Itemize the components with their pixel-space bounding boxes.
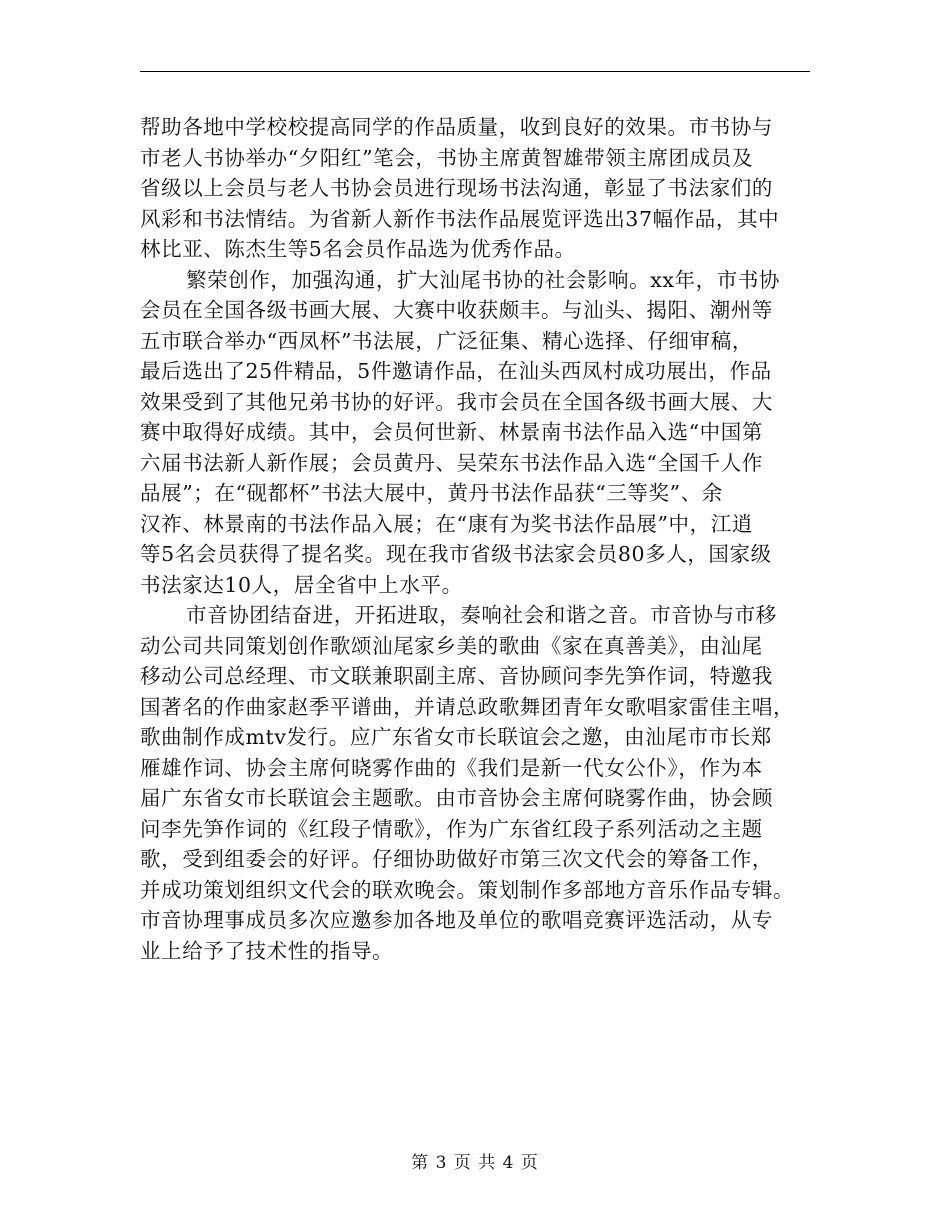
text-line: 歌，受到组委会的好评。仔细协助做好市第三次文代会的筹备工作，: [140, 847, 773, 871]
text-line: 歌曲制作成mtv发行。应广东省女市长联谊会之邀，由汕尾市市长郑: [140, 725, 772, 749]
paragraph-first-line: 繁荣创作，加强沟通，扩大汕尾书协的社会影响。xx年，市书协: [186, 267, 781, 292]
text-line: 等5名会员获得了提名奖。现在我市省级书法家会员80多人，国家级: [140, 542, 772, 566]
text-line: 最后选出了25件精品，5件邀请作品，在汕头西凤村成功展出，作品: [140, 359, 772, 383]
body-text: [140, 112, 820, 966]
text-line: 效果受到了其他兄弟书协的好评。我市会员在全国各级书画大展、大: [140, 389, 773, 414]
text-line: 省级以上会员与老人书协会员进行现场书法沟通，彰显了书法家们的: [140, 176, 773, 200]
header-rule: [140, 71, 810, 72]
text-line: 林比亚、陈杰生等5名会员作品选为优秀作品。: [140, 237, 576, 261]
text-line: 雁雄作词、协会主席何晓雾作曲的《我们是新一代女公仆》，作为本: [140, 755, 763, 780]
paragraph-first-line: 市音协团结奋进，开拓进取，奏响社会和谐之音。市音协与市移: [186, 603, 777, 627]
text-line: 市音协理事成员多次应邀参加各地及单位的歌唱竞赛评选活动，从专: [140, 908, 773, 932]
text-line: 帮助各地中学校校提高同学的作品质量，收到良好的效果。市书协与: [140, 115, 773, 139]
text-line: 六届书法新人新作展；会员黄丹、吴荣东书法作品入选“全国千人作: [140, 450, 763, 475]
page-number-footer: 第 3 页 共 4 页: [411, 1153, 539, 1173]
text-line: 届广东省女市长联谊会主题歌。由市音协会主席何晓雾作曲，协会顾: [140, 786, 773, 810]
text-line: 五市联合举办“西凤杯”书法展，广泛征集、精心选择、仔细审稿，: [140, 328, 753, 353]
text-line: 移动公司总经理、市文联兼职副主席、音协顾问李先笋作词，特邀我: [140, 664, 773, 688]
text-line: 会员在全国各级书画大展、大赛中收获颇丰。与汕头、揭阳、潮州等: [140, 298, 773, 322]
text-line: 国著名的作曲家赵季平谱曲，并请总政歌舞团青年女歌唱家雷佳主唱，: [140, 694, 795, 719]
text-line: 业上给予了技术性的指导。: [140, 938, 394, 963]
text-line: 问李先笋作词的《红段子情歌》，作为广东省红段子系列活动之主题: [140, 816, 763, 841]
text-line: 风彩和书法情结。为省新人新作书法作品展览评选出37幅作品，其中: [140, 206, 780, 231]
text-line: 汉祚、林景南的书法作品入展；在“康有为奖书法作品展”中，江逍: [140, 511, 753, 536]
text-line: 书法家达10人，居全省中上水平。: [140, 572, 463, 597]
text-line: 并成功策划组织文代会的联欢晚会。策划制作多部地方音乐作品专辑。: [140, 877, 795, 902]
text-line: 动公司共同策划创作歌颂汕尾家乡美的歌曲《家在真善美》，由汕尾: [140, 633, 763, 658]
text-line: 品展”；在“砚都杯”书法大展中，黄丹书法作品获“三等奖”、余: [140, 481, 723, 505]
text-line: 市老人书协举办“夕阳红”笔会，书协主席黄智雄带领主席团成员及: [140, 145, 753, 170]
text-line: 赛中取得好成绩。其中，会员何世新、林景南书法作品入选“中国第: [140, 420, 763, 444]
